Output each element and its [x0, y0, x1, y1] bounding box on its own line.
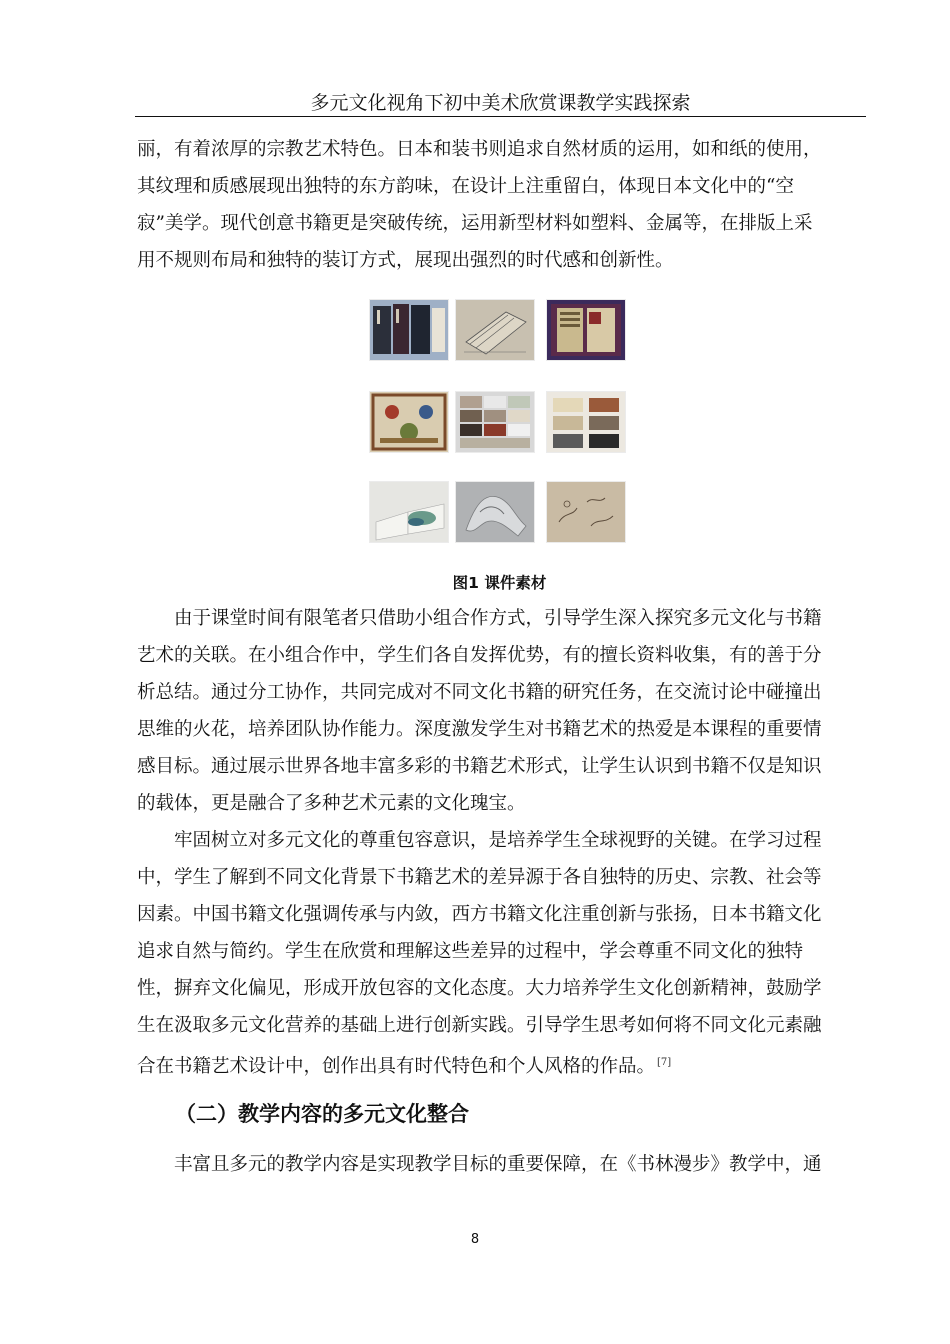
paragraph-line: 用不规则布局和独特的装订方式，展现出强烈的时代感和创新性。	[137, 250, 674, 271]
running-header: 多元文化视角下初中美术欣赏课教学实践探索	[310, 92, 691, 114]
header-rule	[135, 116, 866, 117]
material-texture-samples-image	[456, 392, 534, 452]
paragraph-line-text: 合在书籍艺术设计中，创作出具有时代特色和个人风格的作品。	[137, 1056, 656, 1078]
paragraph-line: 丰富且多元的教学内容是实现教学目标的重要保障，在《书林漫步》教学中，通	[174, 1154, 822, 1175]
paragraph-line: 的载体，更是融合了多种艺术元素的文化瑰宝。	[137, 793, 526, 814]
paragraph-line: 由于课堂时间有限笔者只借助小组合作方式，引导学生深入探究多元文化与书籍	[174, 608, 822, 629]
book-binding-sketch-image	[456, 300, 534, 360]
thread-bound-books-image	[370, 300, 448, 360]
paragraph-line: 牢固树立对多元文化的尊重包容意识，是培养学生全球视野的关键。在学习过程	[174, 830, 822, 851]
paragraph-line: 性，摒弃文化偏见，形成开放包容的文化态度。大力培养学生文化创新精神，鼓励学	[137, 978, 822, 999]
citation-reference: [7]	[657, 1057, 672, 1068]
paragraph-line: 感目标。通过展示世界各地丰富多彩的书籍艺术形式，让学生认识到书籍不仅是知识	[137, 756, 822, 777]
illuminated-manuscript-image	[547, 300, 625, 360]
page-number: 8	[470, 1232, 480, 1247]
paragraph-line: 思维的火花，培养团队协作能力。深度激发学生对书籍艺术的热爱是本课程的重要情	[137, 719, 822, 740]
paragraph-line: 中，学生了解到不同文化背景下书籍艺术的差异源于各自独特的历史、宗教、社会等	[137, 867, 822, 888]
paragraph	[137, 600, 862, 822]
paragraph-line: 丽，有着浓厚的宗教艺术特色。日本和装书则追求自然材质的运用，如和纸的使用，	[137, 139, 822, 160]
paper-swatches-image	[547, 392, 625, 452]
ornamental-page-image	[370, 392, 448, 452]
section-heading: （二）教学内容的多元文化整合	[175, 1102, 469, 1126]
paragraph-line: 析总结。通过分工协作，共同完成对不同文化书籍的研究任务，在交流讨论中碰撞出	[137, 682, 822, 703]
paragraph-line: 追求自然与简约。学生在欣赏和理解这些差异的过程中，学会尊重不同文化的独特	[137, 941, 804, 962]
figure-caption: 图1 课件素材	[452, 574, 547, 592]
paragraph-line	[137, 1044, 862, 1085]
paragraph-line: 生在汲取多元文化营养的基础上进行创新实践。引导学生思考如何将不同文化元素融	[137, 1015, 822, 1036]
ink-sketch-figures-image	[547, 482, 625, 542]
sculptural-book-object-image	[456, 482, 534, 542]
paragraph	[137, 822, 862, 1085]
paragraph	[137, 1146, 862, 1183]
open-watercolor-book-image	[370, 482, 448, 542]
paragraph-line: 因素。中国书籍文化强调传承与内敛，西方书籍文化注重创新与张扬，日本书籍文化	[137, 904, 822, 925]
paragraph-line: 其纹理和质感展现出独特的东方韵味，在设计上注重留白，体现日本文化中的“空	[137, 176, 794, 197]
paragraph-line: 艺术的关联。在小组合作中，学生们各自发挥优势，有的擅长资料收集，有的善于分	[137, 645, 822, 666]
figure-image-grid	[370, 300, 628, 545]
paragraph-continued	[137, 131, 862, 279]
paragraph-line: 寂”美学。现代创意书籍更是突破传统，运用新型材料如塑料、金属等，在排版上采	[137, 213, 813, 234]
